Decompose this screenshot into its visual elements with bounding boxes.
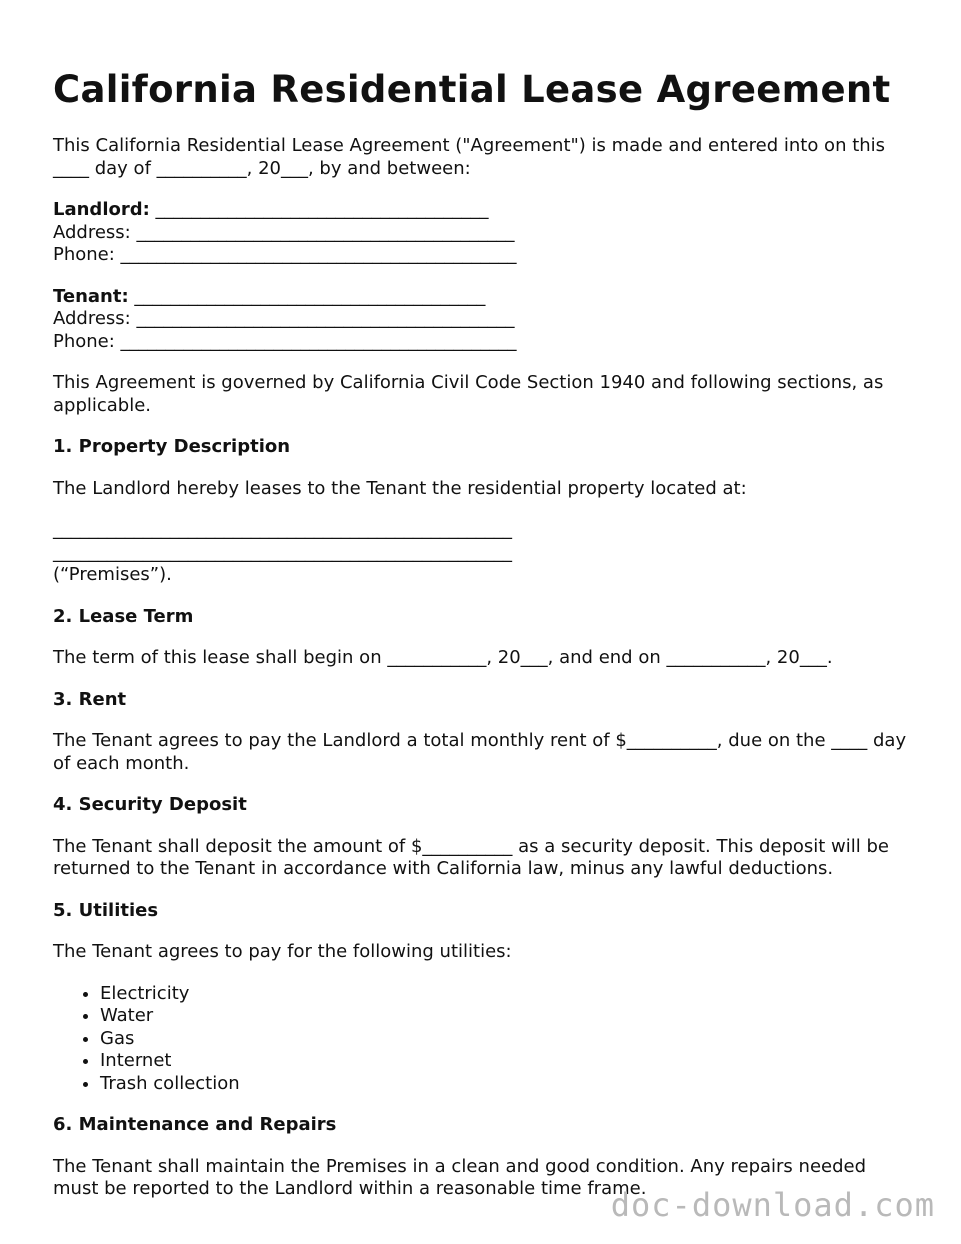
section-rent [53, 689, 913, 776]
document-title: California Residential Lease Agreement [53, 68, 891, 111]
landlord-block [53, 199, 913, 267]
tenant-block [53, 286, 913, 354]
list-item: • Trash collection [100, 1073, 913, 1096]
utilities-list [53, 983, 913, 1096]
section-term [53, 606, 913, 670]
address-blank-line: ___________________________________________________ [53, 519, 512, 540]
section-text: The Tenant shall maintain the Premises in a clean and good condition. Any repairs needed must be reported to the Landlord within a reasonable time frame. [53, 1155, 867, 1199]
section-text: The Landlord hereby leases to the Tenant the residential property located at: [53, 477, 747, 499]
section-utilities [53, 900, 913, 1096]
section-deposit [53, 794, 913, 881]
tenant-name-blank: _______________________________________ [128, 285, 486, 307]
section-property [53, 436, 913, 587]
section-heading: 3. Rent [53, 688, 127, 710]
section-text: The Tenant agrees to pay for the following utilities: [53, 941, 512, 962]
address-blank-line: ___________________________________________________ [53, 541, 512, 563]
section-heading: 1. Property Description [53, 436, 291, 457]
lease-document [53, 66, 913, 1201]
tenant-address: Address: __________________________________________ [53, 308, 515, 329]
list-item: • Gas [100, 1028, 913, 1051]
watermark: doc-download.com [610, 1186, 935, 1224]
section-heading: 2. Lease Term [53, 605, 194, 627]
landlord-name-blank: _____________________________________ [149, 199, 489, 220]
address-blanks [53, 519, 913, 587]
intro-paragraph: This California Residential Lease Agreement ("Agreement") is made and entered into on this ____ day of __________, 20___, by and between: [53, 135, 886, 179]
section-text: The term of this lease shall begin on ___________, 20___, and end on ___________, 20___. [53, 647, 833, 668]
landlord-line [53, 199, 913, 222]
section-heading: 5. Utilities [53, 899, 159, 921]
landlord-label: Landlord: [53, 199, 150, 220]
section-text: The Tenant shall deposit the amount of $__________ as a security deposit. This deposit will be returned to the Tenant in accordance with California law, minus any lawful deductions. [53, 835, 889, 879]
section-heading: 4. Security Deposit [53, 794, 247, 815]
list-item: • Water [100, 1005, 913, 1028]
list-item: • Internet [100, 1050, 913, 1073]
section-text: The Tenant agrees to pay the Landlord a total monthly rent of $__________, due on the ____ day of each month. [53, 730, 907, 774]
landlord-address: Address: __________________________________________ [53, 221, 515, 243]
tenant-line [53, 286, 913, 309]
landlord-phone: Phone: ____________________________________________ [53, 244, 517, 265]
premises-label: (“Premises”). [53, 564, 172, 585]
tenant-phone: Phone: ____________________________________________ [53, 330, 517, 352]
governing-paragraph: This Agreement is governed by California Civil Code Section 1940 and following sections, as applicable. [53, 372, 884, 416]
section-heading: 6. Maintenance and Repairs [53, 1114, 337, 1135]
tenant-label: Tenant: [53, 285, 129, 307]
list-item: • Electricity [100, 983, 913, 1006]
